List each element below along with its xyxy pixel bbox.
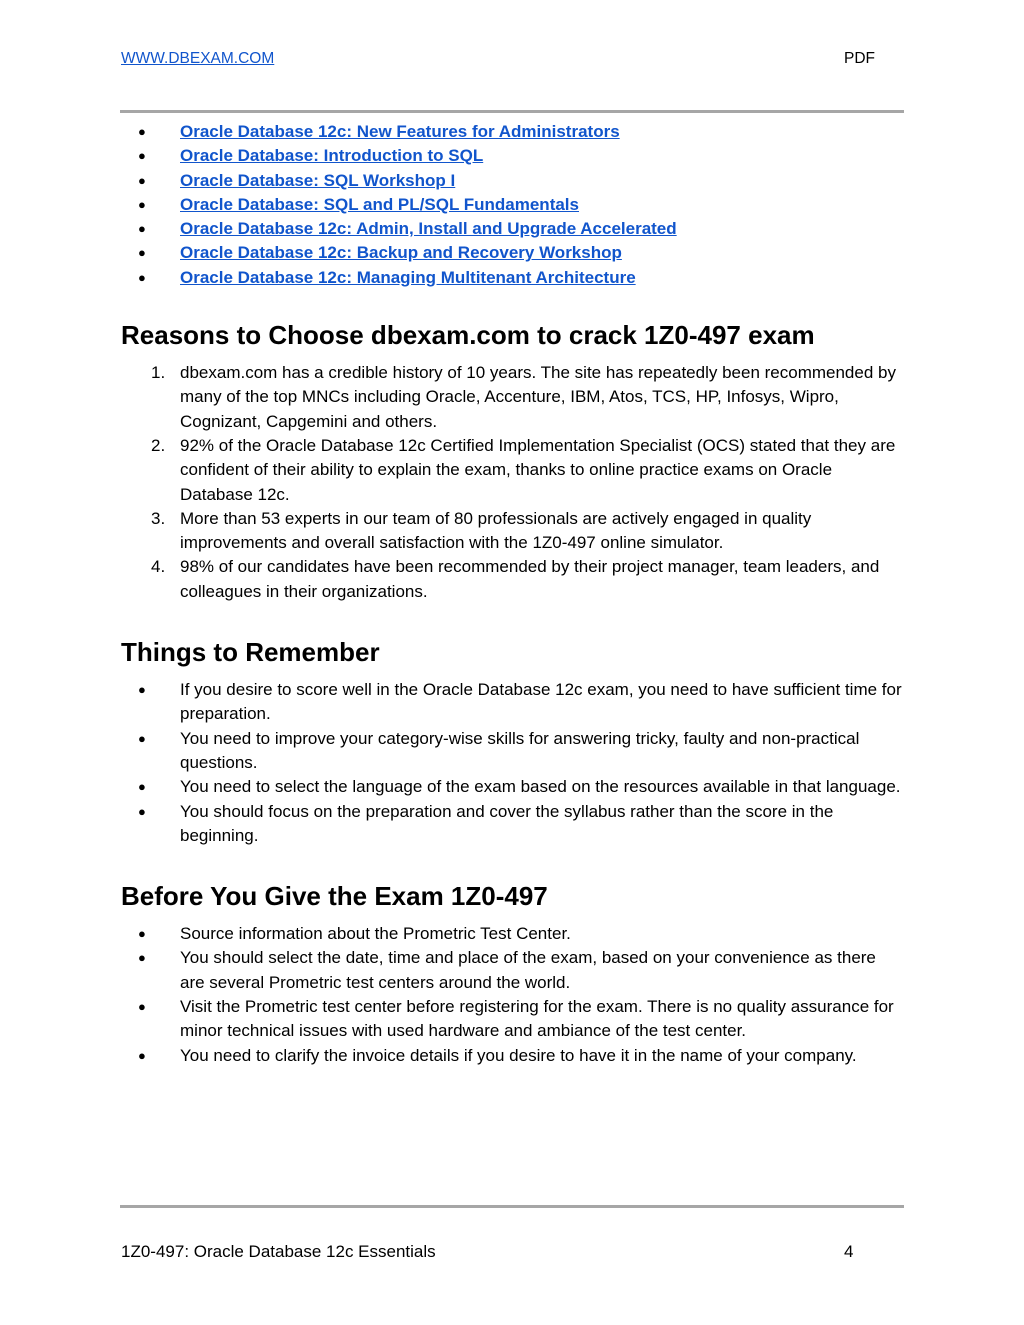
bullet-icon: ● — [138, 926, 146, 942]
list-item — [121, 169, 905, 193]
bullet-icon: ● — [138, 730, 146, 746]
related-link[interactable]: Oracle Database: SQL and PL/SQL Fundamentals — [180, 194, 579, 214]
related-link[interactable]: Oracle Database: Introduction to SQL — [180, 146, 484, 166]
footer-divider — [120, 1205, 904, 1208]
bullet-icon: ● — [138, 148, 146, 164]
things-list — [121, 678, 905, 848]
item-text: Visit the Prometric test center before registering for the exam. There is no quality assurance for minor technical issues with used hardware and ambiance of the test center. — [180, 997, 894, 1041]
bullet-icon: ● — [138, 950, 146, 966]
page-number: 4 — [844, 1242, 854, 1261]
related-link[interactable]: Oracle Database 12c: Admin, Install and Upgrade Accelerated — [180, 219, 677, 239]
list-item — [121, 727, 905, 776]
item-text: You should focus on the preparation and cover the syllabus rather than the score in the beginning. — [180, 801, 834, 845]
item-number: 3. — [151, 508, 166, 528]
bullet-icon: ● — [138, 682, 146, 698]
list-item — [121, 241, 905, 265]
item-number: 1. — [151, 363, 166, 383]
list-item — [121, 217, 905, 241]
related-links-list — [121, 120, 905, 290]
list-item — [121, 946, 905, 995]
list-item — [121, 922, 905, 946]
related-link[interactable]: Oracle Database 12c: Backup and Recovery Workshop — [180, 243, 622, 263]
list-item — [121, 1044, 905, 1068]
list-item — [121, 434, 905, 507]
section-heading-things: Things to Remember — [121, 637, 380, 668]
section-heading-before: Before You Give the Exam 1Z0-497 — [121, 881, 548, 912]
list-item — [121, 555, 905, 604]
header-divider — [120, 110, 904, 113]
list-item — [121, 507, 905, 556]
list-item — [121, 995, 905, 1044]
list-item — [121, 678, 905, 727]
item-number: 4. — [151, 557, 166, 577]
item-text: 92% of the Oracle Database 12c Certified Implementation Specialist (OCS) stated that they are confident of their ability to explain the exam, thanks to online practice exams on Oracle Database 12c. — [180, 435, 896, 504]
bullet-icon: ● — [138, 269, 146, 285]
bullet-icon: ● — [138, 172, 146, 188]
list-item — [121, 266, 905, 290]
related-link[interactable]: Oracle Database 12c: New Features for Administrators — [180, 122, 620, 141]
footer-title: 1Z0-497: Oracle Database 12c Essentials — [121, 1242, 436, 1261]
related-link[interactable]: Oracle Database: SQL Workshop I — [180, 170, 456, 190]
reasons-list — [121, 361, 905, 604]
item-text: Source information about the Prometric Test Center. — [180, 924, 571, 944]
item-text: You need to improve your category-wise skills for answering tricky, faulty and non-practical questions. — [180, 728, 860, 772]
list-item — [121, 800, 905, 849]
list-item — [121, 361, 905, 434]
section-heading-reasons: Reasons to Choose dbexam.com to crack 1Z0-497 exam — [121, 320, 815, 351]
bullet-icon: ● — [138, 124, 146, 139]
item-text: You need to clarify the invoice details if you desire to have it in the name of your company. — [180, 1045, 857, 1065]
item-text: More than 53 experts in our team of 80 professionals are actively engaged in quality improvements and overall satisfaction with the 1Z0-497 online simulator. — [180, 508, 812, 553]
item-text: You should select the date, time and place of the exam, based on your convenience as there are several Prometric test centers around the world. — [180, 948, 876, 992]
main-content — [121, 120, 905, 1068]
item-text: If you desire to score well in the Oracle Database 12c exam, you need to have sufficient time for preparation. — [180, 680, 902, 724]
list-item — [121, 144, 905, 168]
bullet-icon: ● — [138, 221, 146, 237]
list-item — [121, 120, 905, 144]
bullet-icon: ● — [138, 803, 146, 819]
header-site-link[interactable]: WWW.DBEXAM.COM — [121, 50, 275, 67]
item-number: 2. — [151, 435, 166, 455]
bullet-icon: ● — [138, 245, 146, 261]
item-text: 98% of our candidates have been recommended by their project manager, team leaders, and colleagues in their organizations. — [180, 557, 880, 601]
bullet-icon: ● — [138, 1047, 146, 1063]
bullet-icon: ● — [138, 779, 146, 795]
related-link[interactable]: Oracle Database 12c: Managing Multitenant Architecture — [180, 267, 636, 287]
list-item — [121, 193, 905, 217]
header-doc-type: PDF — [844, 50, 875, 67]
item-text: dbexam.com has a credible history of 10 years. The site has repeatedly been recommended by many of the top MNCs including Oracle, Accenture, IBM, Atos, TCS, HP, Infosys, Wipro, Cognizant, Capgemini and others. — [180, 363, 896, 431]
before-list — [121, 922, 905, 1068]
list-item — [121, 775, 905, 799]
bullet-icon: ● — [138, 196, 146, 212]
bullet-icon: ● — [138, 999, 146, 1015]
item-text: You need to select the language of the exam based on the resources available in that language. — [180, 777, 901, 797]
